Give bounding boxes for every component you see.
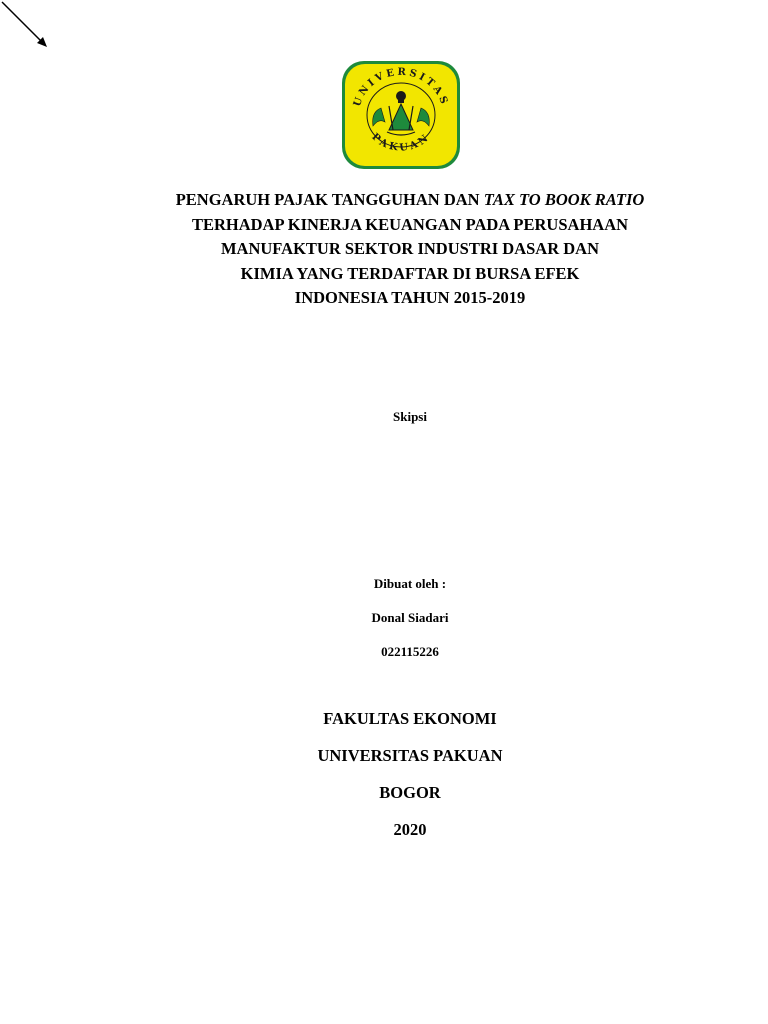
title-line-1: PENGARUH PAJAK TANGGUHAN DAN TAX TO BOOK RATIO bbox=[175, 190, 645, 209]
author-name: Donal Siadari bbox=[371, 610, 449, 625]
svg-text:UNIVERSITAS: UNIVERSITAS bbox=[351, 66, 451, 109]
year: 2020 bbox=[393, 820, 427, 839]
title-line-4: KIMIA YANG TERDAFTAR DI BURSA EFEK bbox=[240, 263, 580, 283]
thesis-title bbox=[100, 188, 720, 311]
title-line-2: TERHADAP KINERJA KEUANGAN PADA PERUSAHAAN bbox=[191, 214, 629, 234]
city-name: BOGOR bbox=[379, 783, 441, 802]
title-italic-term: TAX TO BOOK RATIO bbox=[483, 190, 645, 209]
universitas-pakuan-logo bbox=[341, 60, 461, 170]
university-name: UNIVERSITAS PAKUAN bbox=[317, 746, 503, 765]
title-line-3: MANUFAKTUR SEKTOR INDUSTRI DASAR DAN bbox=[220, 239, 599, 258]
faculty-name: FAKULTAS EKONOMI bbox=[323, 709, 497, 728]
document-type: Skipsi bbox=[393, 409, 427, 424]
arrow-down-right-icon bbox=[0, 0, 60, 60]
svg-text:PAKUAN: PAKUAN bbox=[369, 131, 433, 154]
student-id: 022115226 bbox=[381, 644, 439, 659]
title-line-5: INDONESIA TAHUN 2015-2019 bbox=[294, 288, 526, 307]
made-by-label: Dibuat oleh : bbox=[373, 576, 447, 591]
